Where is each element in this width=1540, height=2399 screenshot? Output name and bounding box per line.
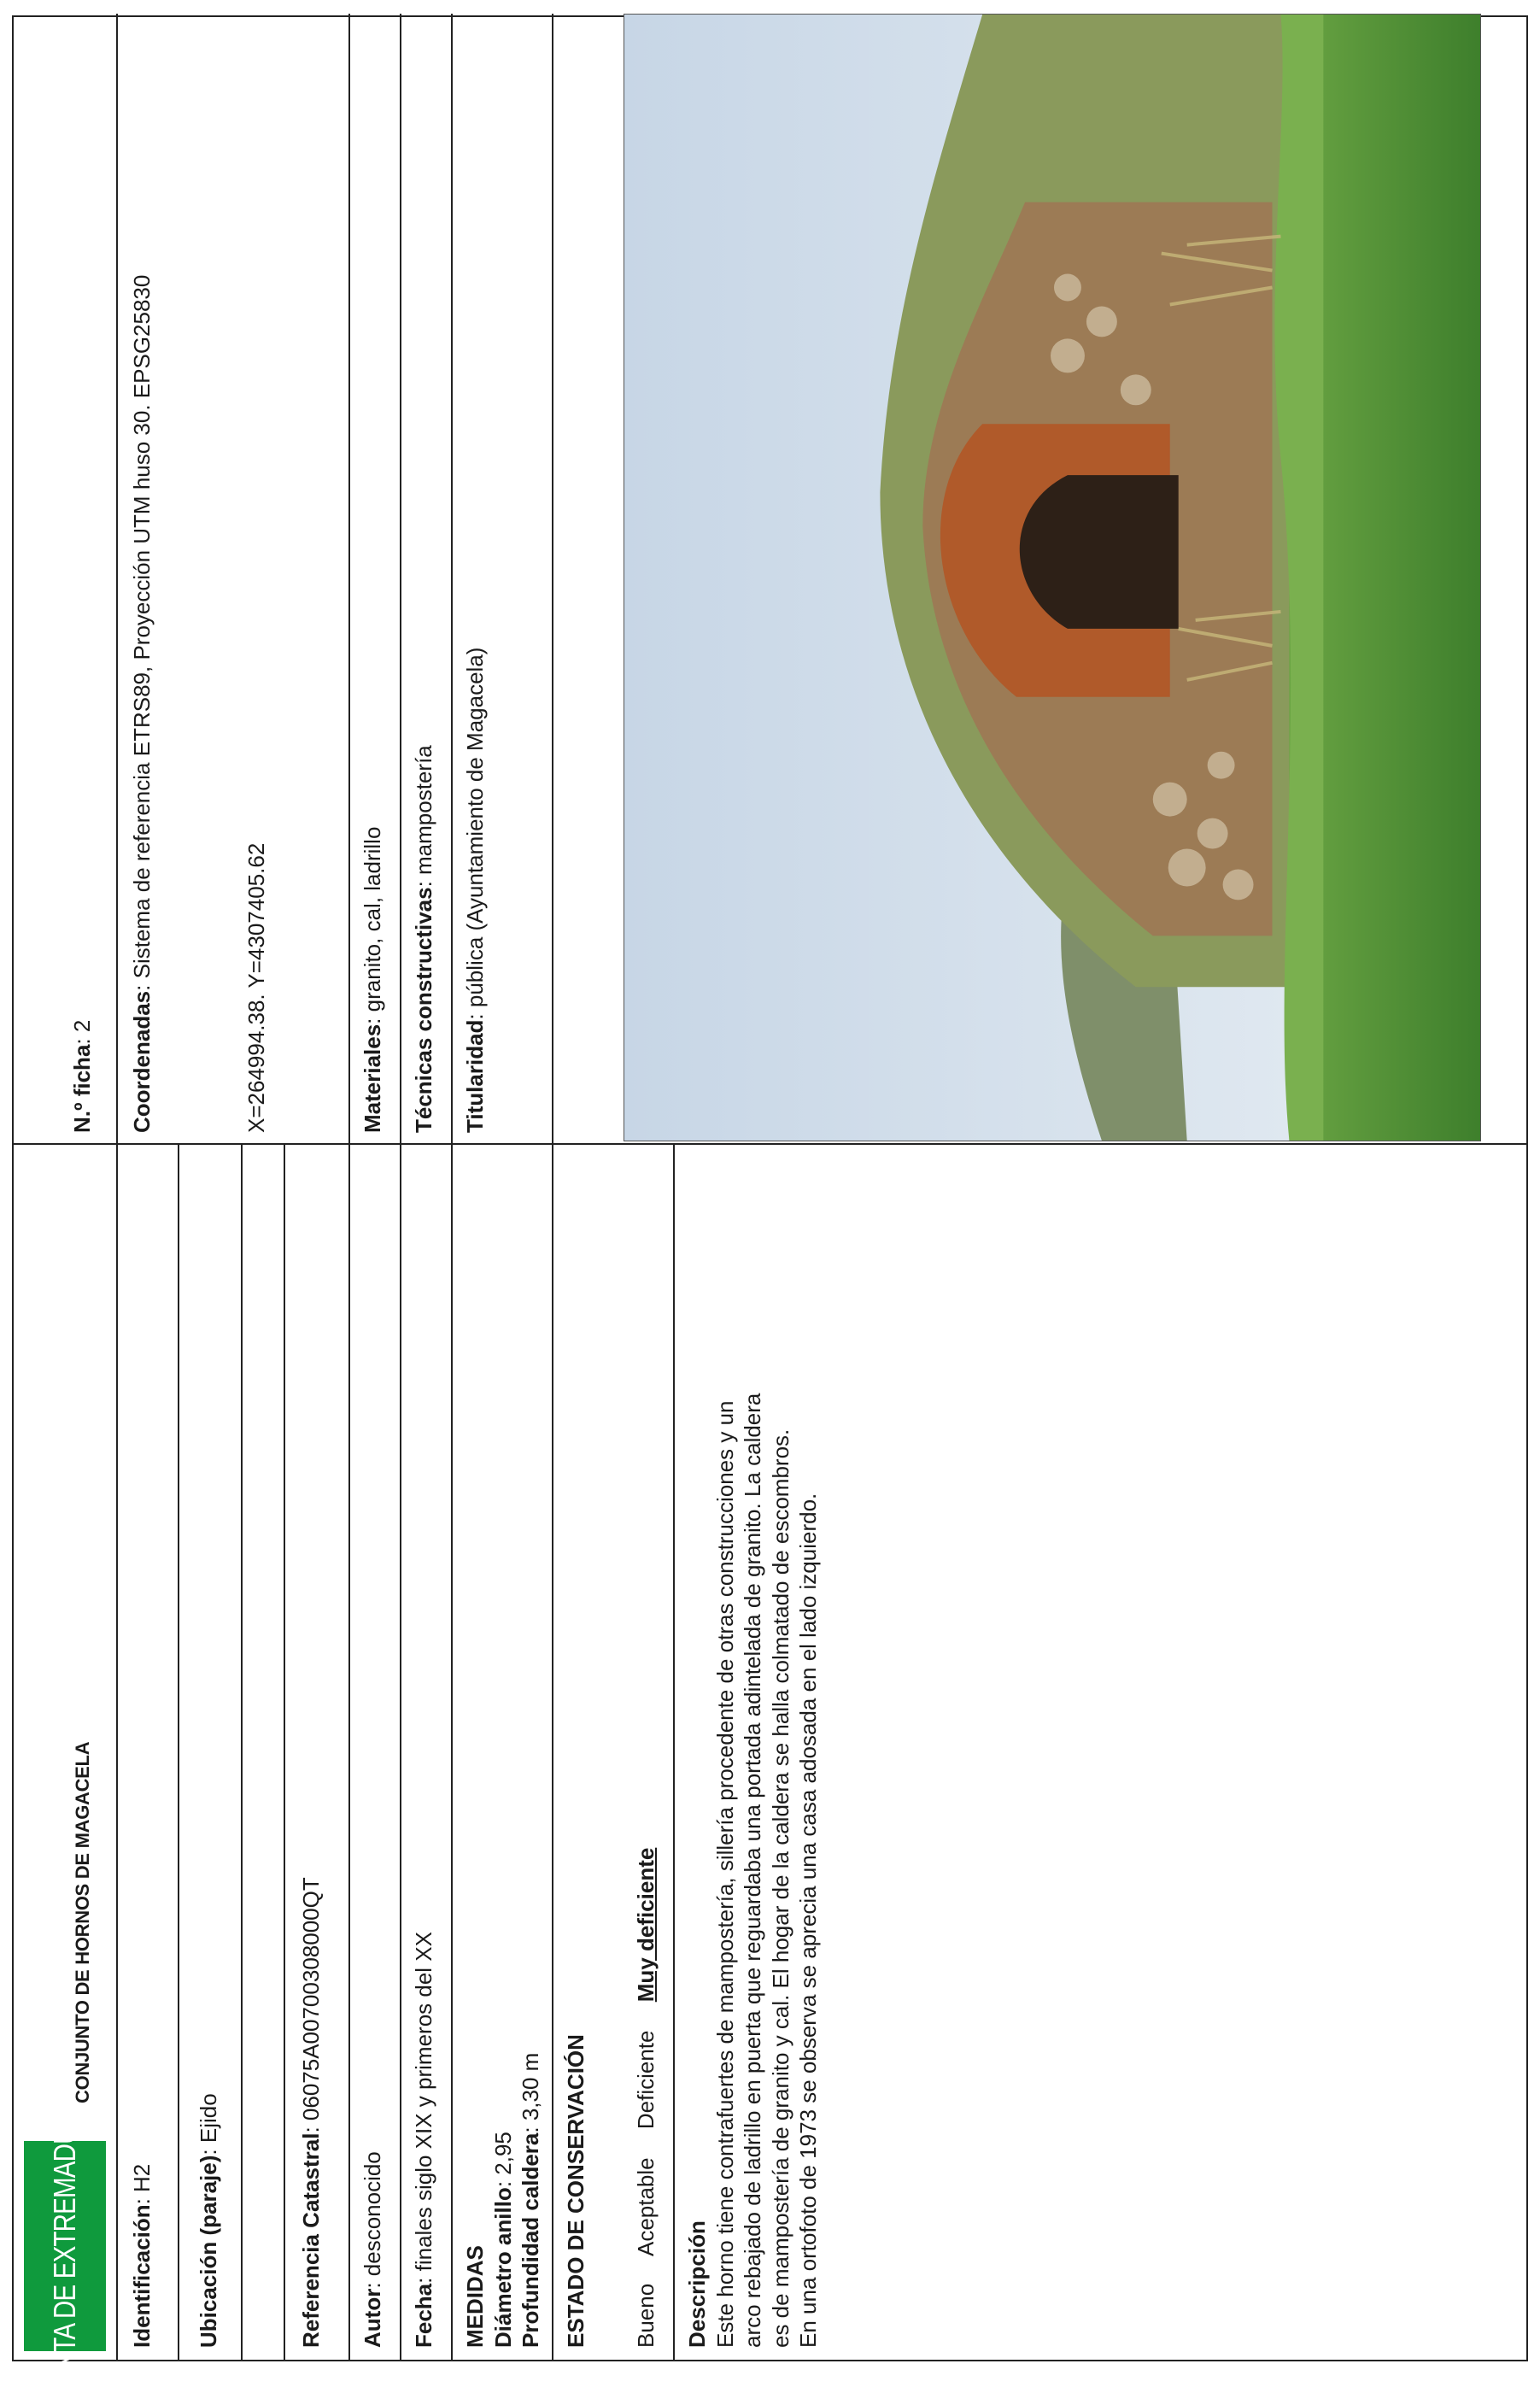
field-materiales: Materiales: granito, cal, ladrillo xyxy=(360,826,385,1133)
estado-heading: ESTADO DE CONSERVACIÓN xyxy=(563,2034,588,2348)
coordenadas-xy: X=264994.38. Y=4307405.62 xyxy=(243,842,269,1133)
field-referencia-catastral: Referencia Catastral: 06075A00700308000QT xyxy=(298,1877,324,2348)
medidas-block xyxy=(461,1145,545,2360)
estado-options xyxy=(632,1145,660,2360)
field-autor: Autor: desconocido xyxy=(360,2151,385,2348)
field-tecnicas: Técnicas constructivas: mampostería xyxy=(411,745,436,1133)
record-sheet xyxy=(12,15,1528,2399)
field-identificacion: Identificación: H2 xyxy=(129,2163,155,2348)
estado-option: Deficiente xyxy=(633,2030,659,2130)
divider xyxy=(451,1145,453,2360)
kiln-photo-image xyxy=(624,15,1480,1141)
descripcion-line: En una ortofoto de 1973 se observa se aprecia una casa adosada en el lado izquierdo. xyxy=(795,1493,821,2348)
field-ubicacion: Ubicación (paraje): Ejido xyxy=(196,2093,221,2348)
estado-option: Bueno xyxy=(633,2283,659,2348)
medidas-heading: MEDIDAS xyxy=(462,2245,488,2348)
divider xyxy=(451,14,453,1145)
descripcion-line: arco rebajado de ladrillo en puerta que reguardaba una portada adintelada de granito. La caldera xyxy=(740,1393,765,2348)
divider xyxy=(400,1145,401,2360)
divider xyxy=(400,14,401,1145)
descripcion-line: Este horno tiene contrafuertes de mampostería, sillería procedente de otras construcciones y un xyxy=(711,1400,738,2348)
divider xyxy=(552,14,553,1145)
field-fecha: Fecha: finales siglo XIX y primeros del XX xyxy=(411,1932,436,2348)
divider xyxy=(116,14,118,1145)
divider xyxy=(673,1145,675,2360)
diametro-anillo: Diámetro anillo: 2,95 xyxy=(489,2132,516,2348)
estado-option-selected: Muy deficiente xyxy=(633,1847,659,2003)
junta-extremadura-logo: JUNTA DE EXTREMADURA xyxy=(24,2141,106,2351)
divider xyxy=(116,1145,118,2360)
divider xyxy=(284,1145,285,2360)
divider xyxy=(178,1145,179,2360)
descripcion-line: es de mampostería de granito y cal. El hogar de la caldera se halla colmatado de escombros. xyxy=(767,1428,793,2348)
divider xyxy=(348,1145,350,2360)
field-coordenadas: Coordenadas: Sistema de referencia ETRS89, Proyección UTM huso 30. EPSG25830 xyxy=(129,274,155,1133)
field-titularidad: Titularidad: pública (Ayuntamiento de Magacela) xyxy=(462,647,488,1133)
kiln-photo xyxy=(624,14,1481,1141)
divider xyxy=(241,1145,243,2360)
estado-option: Aceptable xyxy=(633,2157,659,2257)
divider xyxy=(348,14,350,1145)
divider xyxy=(552,1145,553,2360)
ficha-number: N.º ficha: 2 xyxy=(69,1019,95,1133)
sheet-title: CONJUNTO DE HORNOS DE MAGACELA xyxy=(72,1741,93,2103)
descripcion-block xyxy=(683,1145,823,2360)
profundidad-caldera: Profundidad caldera: 3,30 m xyxy=(518,2052,543,2348)
descripcion-heading: Descripción xyxy=(684,2220,710,2348)
